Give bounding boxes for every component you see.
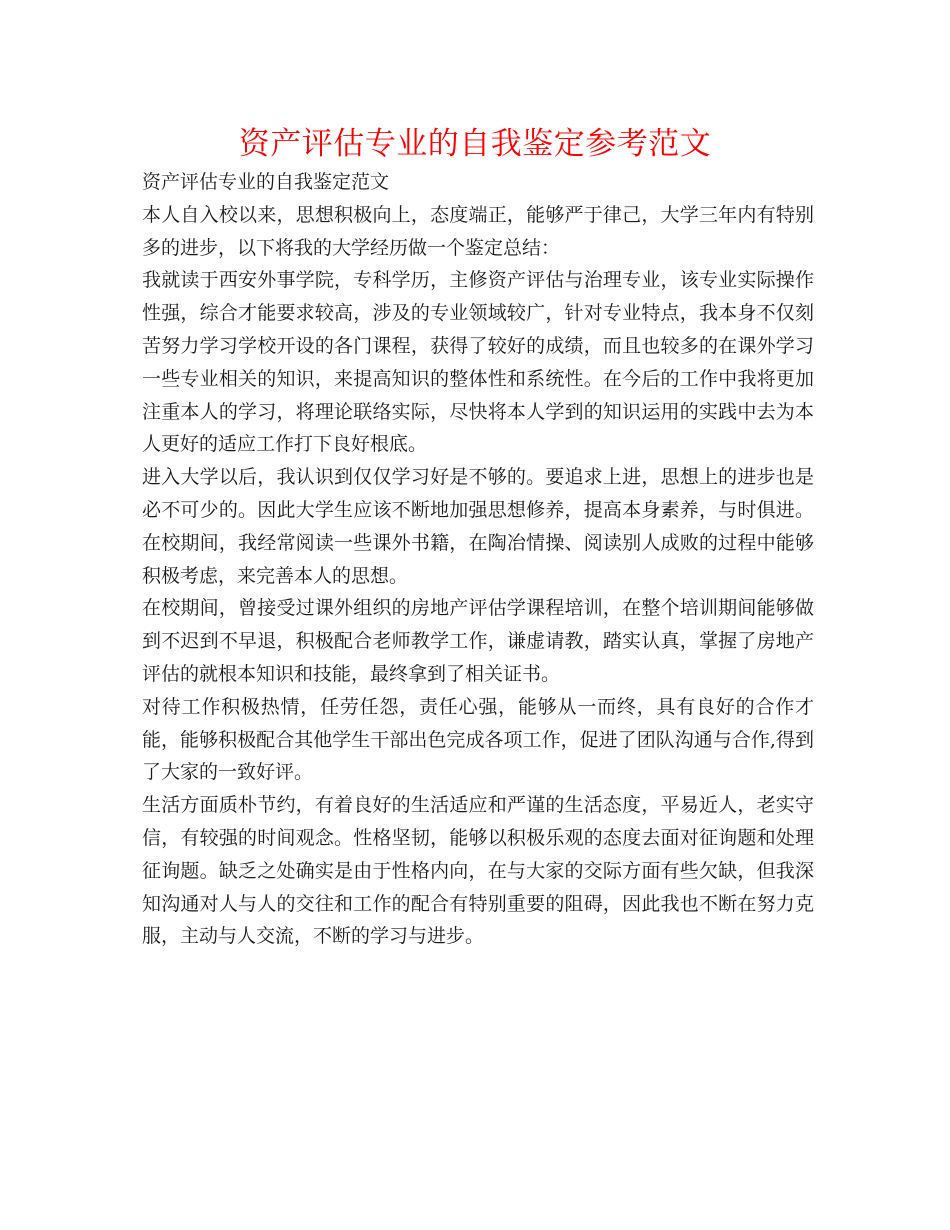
paragraph-work: 对待工作积极热情，任劳任怨，责任心强，能够从一而终，具有良好的合作才能，能够积极配合其他学生干部出色完成各项工作，促进了团队沟通与合作,得到了大家的一致好评。 — [142, 695, 814, 784]
document-body — [142, 166, 814, 953]
paragraph-training: 在校期间，曾接受过课外组织的房地产评估学课程培训，在整个培训期间能够做到不迟到不早退，积极配合老师教学工作，谦虚请教，踏实认真，掌握了房地产评估的就根本知识和技能，最终拿到了相关证书。 — [142, 597, 814, 685]
paragraph-thought: 进入大学以后，我认识到仅仅学习好是不够的。要追求上进，思想上的进步也是必不可少的。因此大学生应该不断地加强思想修养，提高本身素养，与时俱进。在校期间，我经常阅读一些课外书籍，在陶冶情操、阅读别人成败的过程中能够积极考虑，来完善本人的思想。 — [142, 466, 814, 587]
paragraph-intro: 本人自入校以来，思想积极向上，态度端正，能够严于律己，大学三年内有特别多的进步，以下将我的大学经历做一个鉴定总结： — [142, 203, 814, 259]
paragraph-major: 我就读于西安外事学院，专科学历，主修资产评估与治理专业，该专业实际操作性强，综合才能要求较高，涉及的专业领域较广，针对专业特点，我本身不仅刻苦努力学习学校开设的各门课程，获得了较好的成绩，而且也较多的在课外学习一些专业相关的知识，来提高知识的整体性和系统性。在今后的工作中我将更加注重本人的学习，将理论联络实际，尽快将本人学到的知识运用的实践中去为本人更好的适应工作打下良好根底。 — [142, 269, 814, 456]
document-title: 资产评估专业的自我鉴定参考范文 — [238, 126, 712, 162]
paragraph-life: 生活方面质朴节约，有着良好的生活适应和严谨的生活态度，平易近人，老实守信，有较强的时间观念。性格坚韧，能够以积极乐观的态度去面对征询题和处理征询题。缺乏之处确实是由于性格内向，在与大家的交际方面有些欠缺，但我深知沟通对人与人的交往和工作的配合有特别重要的阻碍，因此我也不断在努力克服，主动与人交流，不断的学习与进步。 — [142, 794, 814, 948]
document-subtitle: 资产评估专业的自我鉴定范文 — [142, 171, 390, 193]
